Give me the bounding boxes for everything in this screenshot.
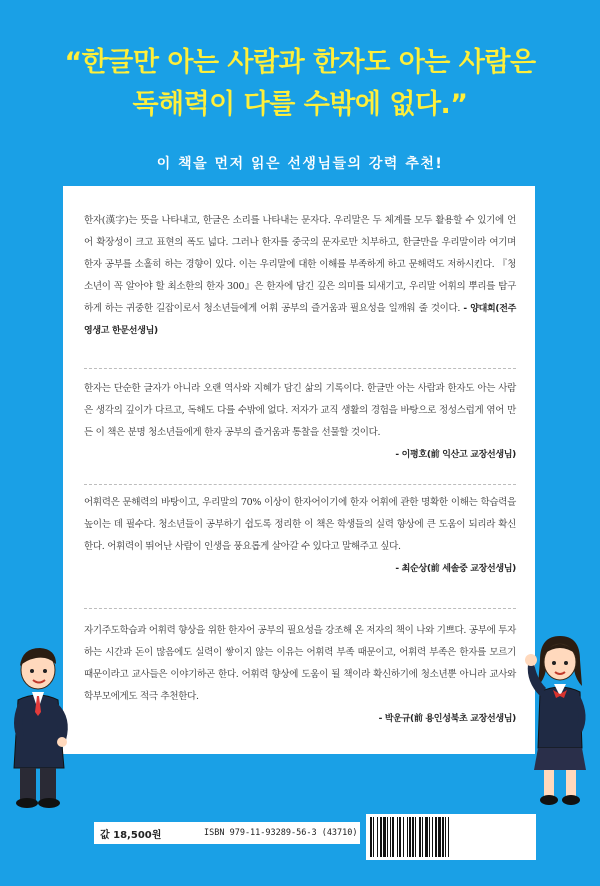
barcode-bar: [383, 817, 386, 857]
review-2-text: 한자는 단순한 글자가 아니라 오랜 역사와 지혜가 담긴 삶의 기록이다. 한글만 아는 사람과 한자도 아는 사람은 생각의 깊이가 다르고, 독해도 다를 수밖에 없다. 저자가 교직 생활의 경험을 바탕으로 정성스럽게 엮어 만든 이 책은 분명 청소년들에게 한자 공부의 즐거움과 통찰을 선물할 것이다.: [84, 383, 516, 438]
isbn-label: ISBN 979-11-93289-56-3 (43710): [204, 828, 358, 838]
headline-line-1: “한글만 아는 사람과 한자도 아는 사람은: [64, 47, 536, 78]
barcode-bar: [390, 817, 391, 857]
barcode-bar: [438, 817, 441, 857]
barcode-bar: [442, 817, 444, 857]
barcode-bar: [370, 817, 372, 857]
review-4-text: 자기주도학습과 어휘력 향상을 위한 한자어 공부의 필요성을 강조해 온 저자의 책이 나와 기쁘다. 공부에 투자하는 시간과 돈이 많음에도 실력이 쌓이지 않는 이유는 어휘력 부족 때문이고, 어휘력 부족은 한자를 모르기 때문이라고 교사들은 이야기하곤 한다. 어휘력 향상에 도움이 될 책이라 확신하기에 청소년뿐 아니라 교사와 학부모에게도 적극 추천한다.: [84, 625, 516, 702]
divider-1: [84, 368, 516, 369]
barcode-bar: [412, 817, 414, 857]
review-1: [84, 210, 516, 342]
review-4: [84, 620, 516, 730]
review-2-author: - 이평호(前 익산고 교장선생님): [395, 450, 516, 460]
headline: [0, 42, 600, 126]
barcode-bar: [377, 817, 378, 857]
barcode-bar: [387, 817, 388, 857]
subheadline: 이 책을 먼저 읽은 선생님들의 강력 추천!: [156, 156, 444, 172]
barcode-bar: [419, 817, 421, 857]
barcode: [366, 814, 536, 860]
barcode-bar: [429, 817, 430, 857]
barcode-bar: [373, 817, 374, 857]
barcode-bar: [409, 817, 411, 857]
barcode-bars: [366, 814, 536, 860]
barcode-bar: [435, 817, 437, 857]
barcode-bar: [445, 817, 446, 857]
review-4-author: - 박운규(前 용인성북초 교장선생님): [378, 714, 516, 724]
price-label: 값 18,500원: [100, 829, 162, 841]
male-student-illustration: [8, 640, 80, 810]
barcode-bar: [425, 817, 428, 857]
divider-3: [84, 608, 516, 609]
price-isbn-bar: [94, 822, 360, 844]
divider-2: [84, 484, 516, 485]
barcode-bar: [403, 817, 404, 857]
review-3: [84, 492, 516, 580]
barcode-bar: [432, 817, 433, 857]
barcode-bar: [397, 817, 398, 857]
barcode-bar: [399, 817, 401, 857]
review-1-author: - 양대희(전주영생고 한문선생님): [84, 304, 516, 336]
review-3-author: - 최순상(前 세솔중 교장선생님): [395, 564, 516, 574]
review-1-text: 한자(漢字)는 뜻을 나타내고, 한글은 소리를 나타내는 문자다. 우리말은 두 체계를 모두 활용할 수 있기에 언어 확장성이 크고 표현의 폭도 넓다. 그러나 한자를 중국의 문자로만 치부하고, 한글만을 우리말이라 여기며 한자 공부를 소홀히 하는 경향이 있다. 이는 우리말에 대한 이해를 부족하게 하고 문해력도 저하시킨다. 『청소년이 꼭 알아야 할 최소한의 한자 300』은 한자에 담긴 깊은 의미를 되새기고, 우리말 어휘의 뿌리를 탐구하게 하는 귀중한 길잡이로서 청소년들에게 어휘 공부의 즐거움과 필요성을 일깨워 줄 것이다.: [84, 215, 516, 314]
barcode-bar: [392, 817, 394, 857]
barcode-bar: [407, 817, 408, 857]
review-2: [84, 378, 516, 466]
barcode-bar: [448, 817, 449, 857]
headline-line-2: 독해력이 다를 수밖에 없다.”: [132, 89, 468, 120]
barcode-bar: [415, 817, 416, 857]
barcode-bar: [380, 817, 382, 857]
barcode-bar: [422, 817, 423, 857]
female-student-illustration: [520, 630, 598, 810]
review-3-text: 어휘력은 문해력의 바탕이고, 우리말의 70% 이상이 한자어이기에 한자 어휘에 관한 명확한 이해는 학습력을 높이는 데 필수다. 청소년들이 공부하기 쉽도록 정리한 이 책은 학생들의 실력 향상에 큰 도움이 되리라 확신한다. 어휘력이 뛰어난 사람이 인생을 풍요롭게 살아갈 수 있다고 말해주고 싶다.: [84, 497, 516, 552]
